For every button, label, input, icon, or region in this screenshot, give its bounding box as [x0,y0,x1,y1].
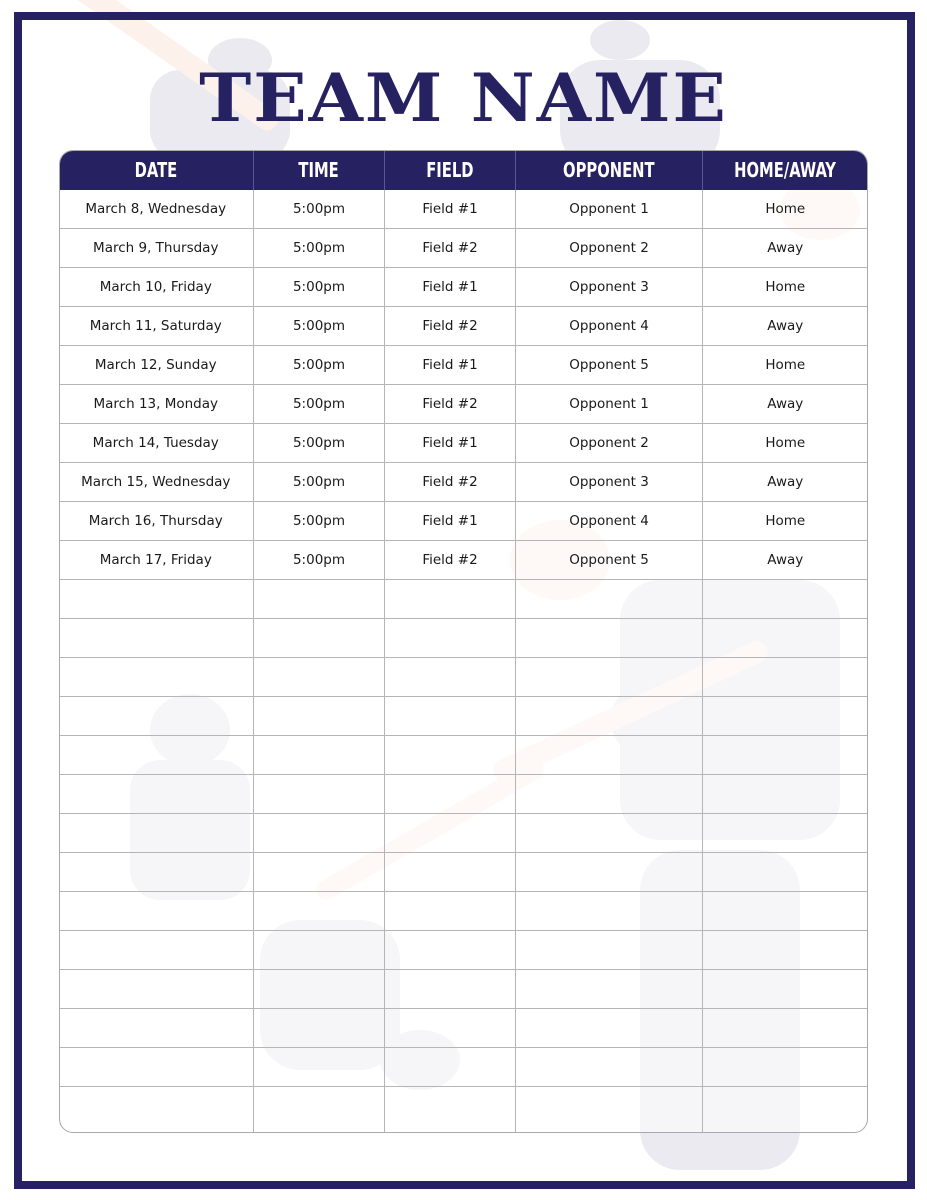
empty-field-cell[interactable] [385,657,516,696]
team-name-title: TEAM NAME [199,58,728,137]
empty-field-cell[interactable] [385,813,516,852]
empty-field-cell[interactable] [385,891,516,930]
empty-table-row [59,1008,868,1047]
empty-table-row [59,852,868,891]
opponent-cell[interactable]: Opponent 3 [516,267,703,306]
empty-date-cell[interactable] [59,813,254,852]
empty-opponent-cell[interactable] [516,891,703,930]
empty-home-away-cell[interactable] [703,735,868,774]
empty-opponent-cell[interactable] [516,1047,703,1086]
empty-table-row [59,1086,868,1133]
home-away-cell[interactable]: Away [703,462,868,501]
empty-field-cell[interactable] [385,852,516,891]
time-cell[interactable]: 5:00pm [254,462,385,501]
home-away-cell[interactable]: Home [703,190,868,229]
empty-home-away-cell[interactable] [703,579,868,618]
empty-table-row [59,618,868,657]
table-row [59,462,868,501]
opponent-cell[interactable]: Opponent 2 [516,228,703,267]
empty-field-cell[interactable] [385,618,516,657]
time-cell[interactable]: 5:00pm [254,190,385,229]
empty-opponent-cell[interactable] [516,852,703,891]
empty-opponent-cell[interactable] [516,657,703,696]
date-cell[interactable]: March 11, Saturday [59,306,254,345]
empty-time-cell[interactable] [254,735,385,774]
empty-time-cell[interactable] [254,774,385,813]
empty-time-cell[interactable] [254,657,385,696]
opponent-cell[interactable]: Opponent 4 [516,306,703,345]
empty-home-away-cell[interactable] [703,1047,868,1086]
empty-table-row [59,891,868,930]
table-row [59,540,868,579]
header-field: FIELD [385,150,516,190]
time-cell[interactable]: 5:00pm [254,228,385,267]
date-cell[interactable]: March 14, Tuesday [59,423,254,462]
date-cell[interactable]: March 15, Wednesday [59,462,254,501]
table-row [59,384,868,423]
opponent-cell[interactable]: Opponent 4 [516,501,703,540]
home-away-cell[interactable]: Away [703,540,868,579]
empty-time-cell[interactable] [254,852,385,891]
header-date: DATE [59,150,254,190]
home-away-cell[interactable]: Home [703,501,868,540]
empty-home-away-cell[interactable] [703,1008,868,1047]
empty-table-row [59,696,868,735]
home-away-cell[interactable]: Away [703,306,868,345]
home-away-cell[interactable]: Away [703,384,868,423]
empty-field-cell[interactable] [385,969,516,1008]
time-cell[interactable]: 5:00pm [254,306,385,345]
date-cell[interactable]: March 10, Friday [59,267,254,306]
empty-date-cell[interactable] [59,969,254,1008]
schedule-table-container [59,150,868,1133]
home-away-cell[interactable]: Home [703,267,868,306]
empty-date-cell[interactable] [59,657,254,696]
time-cell[interactable]: 5:00pm [254,501,385,540]
empty-date-cell[interactable] [59,579,254,618]
empty-opponent-cell[interactable] [516,969,703,1008]
empty-opponent-cell[interactable] [516,774,703,813]
empty-time-cell[interactable] [254,1086,385,1133]
opponent-cell[interactable]: Opponent 5 [516,345,703,384]
date-cell[interactable]: March 17, Friday [59,540,254,579]
home-away-cell[interactable]: Away [703,228,868,267]
empty-time-cell[interactable] [254,1047,385,1086]
empty-home-away-cell[interactable] [703,1086,868,1133]
empty-time-cell[interactable] [254,813,385,852]
empty-date-cell[interactable] [59,891,254,930]
empty-opponent-cell[interactable] [516,696,703,735]
field-cell[interactable]: Field #1 [385,501,516,540]
date-cell[interactable]: March 12, Sunday [59,345,254,384]
empty-table-row [59,1047,868,1086]
empty-date-cell[interactable] [59,618,254,657]
empty-field-cell[interactable] [385,1008,516,1047]
field-cell[interactable]: Field #2 [385,306,516,345]
opponent-cell[interactable]: Opponent 1 [516,384,703,423]
field-cell[interactable]: Field #1 [385,423,516,462]
empty-date-cell[interactable] [59,852,254,891]
empty-home-away-cell[interactable] [703,813,868,852]
date-cell[interactable]: March 8, Wednesday [59,190,254,229]
table-header-row [59,150,868,190]
empty-opponent-cell[interactable] [516,930,703,969]
home-away-cell[interactable]: Home [703,345,868,384]
empty-date-cell[interactable] [59,930,254,969]
empty-opponent-cell[interactable] [516,618,703,657]
table-row [59,267,868,306]
empty-date-cell[interactable] [59,1008,254,1047]
empty-date-cell[interactable] [59,696,254,735]
empty-time-cell[interactable] [254,1008,385,1047]
empty-home-away-cell[interactable] [703,852,868,891]
empty-table-row [59,657,868,696]
empty-table-row [59,774,868,813]
table-row [59,190,868,229]
empty-home-away-cell[interactable] [703,891,868,930]
empty-home-away-cell[interactable] [703,930,868,969]
empty-table-row [59,579,868,618]
schedule-table [59,150,868,1133]
empty-home-away-cell[interactable] [703,774,868,813]
header-home-away: HOME/AWAY [703,150,868,190]
empty-time-cell[interactable] [254,618,385,657]
table-row [59,306,868,345]
opponent-cell[interactable]: Opponent 2 [516,423,703,462]
empty-table-row [59,735,868,774]
field-cell[interactable]: Field #2 [385,540,516,579]
empty-home-away-cell[interactable] [703,969,868,1008]
empty-table-row [59,969,868,1008]
home-away-cell[interactable]: Home [703,423,868,462]
empty-field-cell[interactable] [385,774,516,813]
opponent-cell[interactable]: Opponent 1 [516,190,703,229]
empty-opponent-cell[interactable] [516,1008,703,1047]
header-time: TIME [254,150,385,190]
empty-time-cell[interactable] [254,969,385,1008]
empty-table-row [59,813,868,852]
empty-field-cell[interactable] [385,1047,516,1086]
empty-time-cell[interactable] [254,891,385,930]
table-row [59,228,868,267]
empty-date-cell[interactable] [59,735,254,774]
opponent-cell[interactable]: Opponent 3 [516,462,703,501]
table-row [59,501,868,540]
field-cell[interactable]: Field #1 [385,345,516,384]
empty-opponent-cell[interactable] [516,1086,703,1133]
field-cell[interactable]: Field #2 [385,462,516,501]
empty-field-cell[interactable] [385,735,516,774]
header-opponent: OPPONENT [516,150,703,190]
date-cell[interactable]: March 9, Thursday [59,228,254,267]
time-cell[interactable]: 5:00pm [254,267,385,306]
field-cell[interactable]: Field #1 [385,267,516,306]
empty-opponent-cell[interactable] [516,735,703,774]
date-cell[interactable]: March 13, Monday [59,384,254,423]
empty-field-cell[interactable] [385,696,516,735]
date-cell[interactable]: March 16, Thursday [59,501,254,540]
time-cell[interactable]: 5:00pm [254,384,385,423]
empty-home-away-cell[interactable] [703,696,868,735]
empty-home-away-cell[interactable] [703,657,868,696]
field-cell[interactable]: Field #2 [385,228,516,267]
schedule-table-body [59,190,868,1133]
empty-time-cell[interactable] [254,579,385,618]
empty-date-cell[interactable] [59,1047,254,1086]
table-row [59,423,868,462]
empty-field-cell[interactable] [385,579,516,618]
empty-date-cell[interactable] [59,1086,254,1133]
empty-time-cell[interactable] [254,930,385,969]
time-cell[interactable]: 5:00pm [254,345,385,384]
empty-field-cell[interactable] [385,930,516,969]
table-row [59,345,868,384]
empty-table-row [59,930,868,969]
time-cell[interactable]: 5:00pm [254,423,385,462]
empty-opponent-cell[interactable] [516,579,703,618]
empty-home-away-cell[interactable] [703,618,868,657]
field-cell[interactable]: Field #1 [385,190,516,229]
empty-date-cell[interactable] [59,774,254,813]
empty-field-cell[interactable] [385,1086,516,1133]
time-cell[interactable]: 5:00pm [254,540,385,579]
empty-opponent-cell[interactable] [516,813,703,852]
opponent-cell[interactable]: Opponent 5 [516,540,703,579]
field-cell[interactable]: Field #2 [385,384,516,423]
empty-time-cell[interactable] [254,696,385,735]
